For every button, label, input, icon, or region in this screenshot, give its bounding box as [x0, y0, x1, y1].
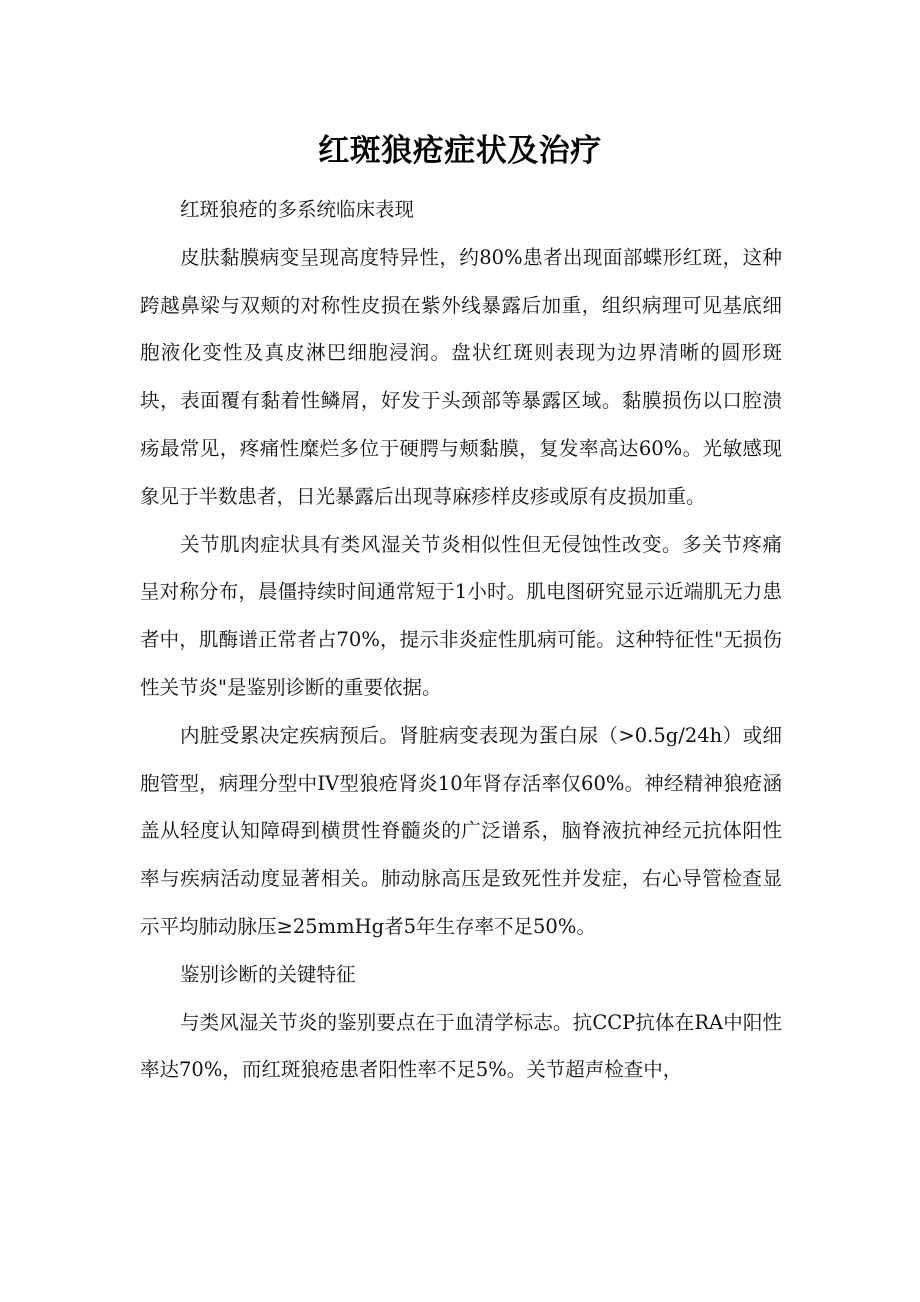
- paragraph-organs: 内脏受累决定疾病预后。肾脏病变表现为蛋白尿（>0.5g/24h）或细胞管型，病理分型中IV型狼疮肾炎10年肾存活率仅60%。神经精神狼疮涵盖从轻度认知障碍到横贯性脊髓炎的广泛谱系，脑脊液抗神经元抗体阳性率与疾病活动度显著相关。肺动脉高压是致死性并发症，右心导管检查显示平均肺动脉压≥25mmHg者5年生存率不足50%。: [140, 723, 782, 938]
- section-heading: 红斑狼疮的多系统临床表现: [180, 198, 415, 221]
- paragraph-joints: 关节肌肉症状具有类风湿关节炎相似性但无侵蚀性改变。多关节疼痛呈对称分布，晨僵持续时间通常短于1小时。肌电图研究显示近端肌无力患者中，肌酶谱正常者占70%，提示非炎症性肌病可能。这种特征性"无损伤性关节炎"是鉴别诊断的重要依据。: [140, 532, 782, 699]
- page-title: 红斑狼疮症状及治疗: [318, 133, 602, 169]
- section-heading: 鉴别诊断的关键特征: [180, 962, 356, 986]
- paragraph-differential: 与类风湿关节炎的鉴别要点在于血清学标志。抗CCP抗体在RA中阳性率达70%，而红斑狼疮患者阳性率不足5%。关节超声检查中，: [140, 1010, 782, 1082]
- document-body: [140, 186, 782, 1094]
- paragraph-skin: 皮肤黏膜病变呈现高度特异性，约80%患者出现面部蝶形红斑，这种跨越鼻梁与双颊的对称性皮损在紫外线暴露后加重，组织病理可见基底细胞液化变性及真皮淋巴细胞浸润。盘状红斑则表现为边界清晰的圆形斑块，表面覆有黏着性鳞屑，好发于头颈部等暴露区域。黏膜损伤以口腔溃疡最常见，疼痛性糜烂多位于硬腭与颊黏膜，复发率高达60%。光敏感现象见于半数患者，日光暴露后出现荨麻疹样皮疹或原有皮损加重。: [140, 245, 782, 508]
